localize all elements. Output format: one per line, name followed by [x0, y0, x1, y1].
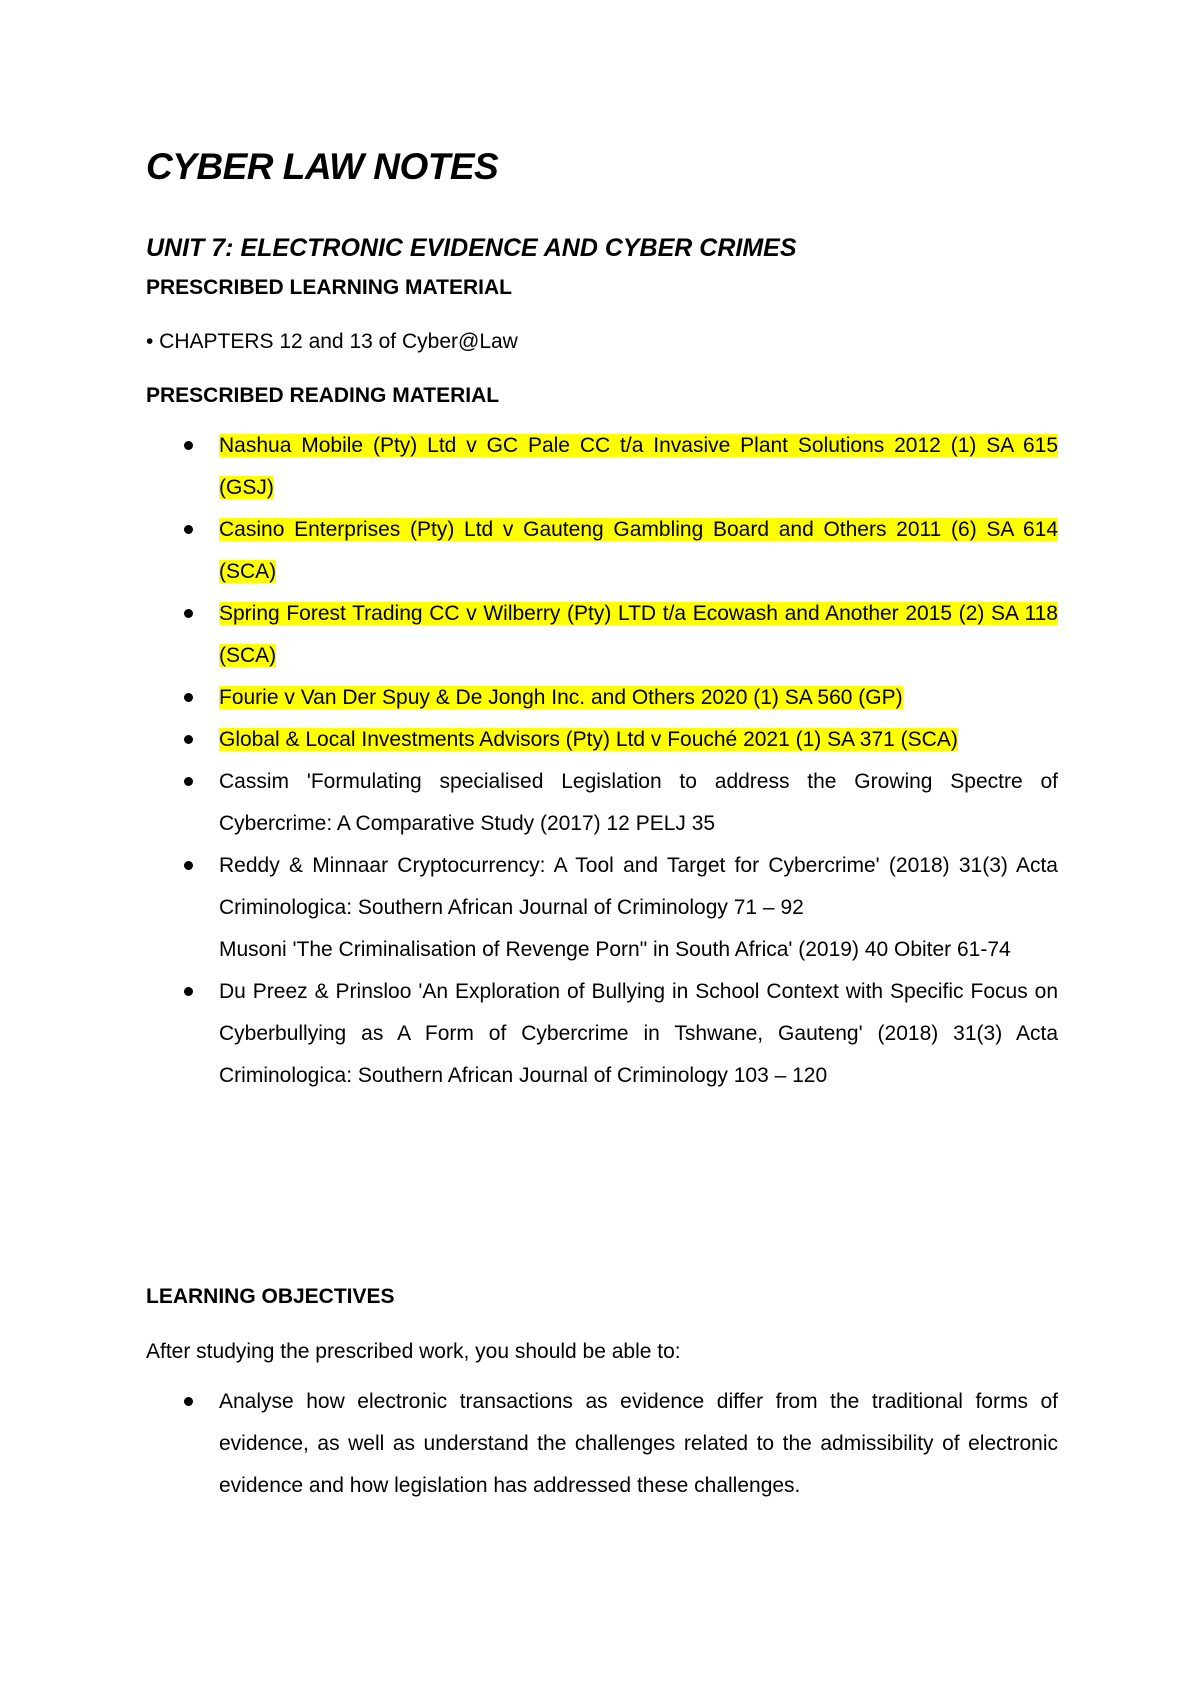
bullet-icon: [184, 735, 193, 744]
bullet-icon: [184, 525, 193, 534]
unit-title: UNIT 7: ELECTRONIC EVIDENCE AND CYBER CRIMES: [146, 234, 797, 262]
bullet-icon: [184, 987, 193, 996]
bullet-icon: [184, 693, 193, 702]
reference-item: [146, 761, 1058, 845]
reference-text: Spring Forest Trading CC v Wilberry (Pty) LTD t/a Ecowash and Another 2015 (2) SA 118 (SCA): [219, 602, 1058, 667]
reference-item: [146, 677, 1058, 719]
reference-text: Casino Enterprises (Pty) Ltd v Gauteng Gambling Board and Others 2011 (6) SA 614 (SCA): [219, 518, 1058, 583]
reference-text: Fourie v Van Der Spuy & De Jongh Inc. and Others 2020 (1) SA 560 (GP): [219, 686, 903, 709]
reference-item: [146, 971, 1058, 1097]
reference-text: Global & Local Investments Advisors (Pty) Ltd v Fouché 2021 (1) SA 371 (SCA): [219, 728, 958, 751]
reference-text: Nashua Mobile (Pty) Ltd v GC Pale CC t/a Invasive Plant Solutions 2012 (1) SA 615 (GSJ): [219, 434, 1058, 499]
objectives-intro: After studying the prescribed work, you should be able to:: [146, 1340, 681, 1363]
reference-text: Reddy & Minnaar Cryptocurrency: A Tool and Target for Cybercrime' (2018) 31(3) Acta Criminologica: Southern African Journal of Criminology 71 – 92: [219, 854, 1058, 919]
document-title: CYBER LAW NOTES: [146, 146, 499, 187]
bullet-icon: [184, 777, 193, 786]
reference-text: Cassim 'Formulating specialised Legislation to address the Growing Spectre of Cybercrime: A Comparative Study (2017) 12 PELJ 35: [219, 770, 1058, 835]
reference-item: [146, 425, 1058, 509]
reference-item: [146, 845, 1058, 929]
reference-continuation: Musoni 'The Criminalisation of Revenge Porn" in South Africa' (2019) 40 Obiter 61-74: [219, 938, 1011, 961]
objectives-heading: LEARNING OBJECTIVES: [146, 1285, 395, 1308]
bullet-icon: [184, 1397, 193, 1406]
reference-text: Du Preez & Prinsloo 'An Exploration of Bullying in School Context with Specific Focus on Cyberbullying as A Form of Cybercrime in Tshwane, Gauteng' (2018) 31(3) Acta Criminologica: Southern African Journal of Criminology 103 – 120: [219, 980, 1058, 1087]
reading-material-list: [146, 425, 1058, 1097]
reference-item: [146, 719, 1058, 761]
objective-text: Analyse how electronic transactions as evidence differ from the traditional forms of evidence, as well as understand the challenges related to the admissibility of electronic evidence and how legislation has addressed these challenges.: [219, 1390, 1058, 1497]
bullet-icon: [184, 609, 193, 618]
learning-material-heading: PRESCRIBED LEARNING MATERIAL: [146, 276, 512, 299]
bullet-icon: [184, 441, 193, 450]
learning-material-item: • CHAPTERS 12 and 13 of Cyber@Law: [146, 330, 518, 353]
bullet-icon: [184, 861, 193, 870]
reference-item: [146, 509, 1058, 593]
objectives-list: [146, 1381, 1058, 1507]
reference-item: [146, 593, 1058, 677]
reading-material-heading: PRESCRIBED READING MATERIAL: [146, 384, 500, 407]
objective-item: [146, 1381, 1058, 1507]
